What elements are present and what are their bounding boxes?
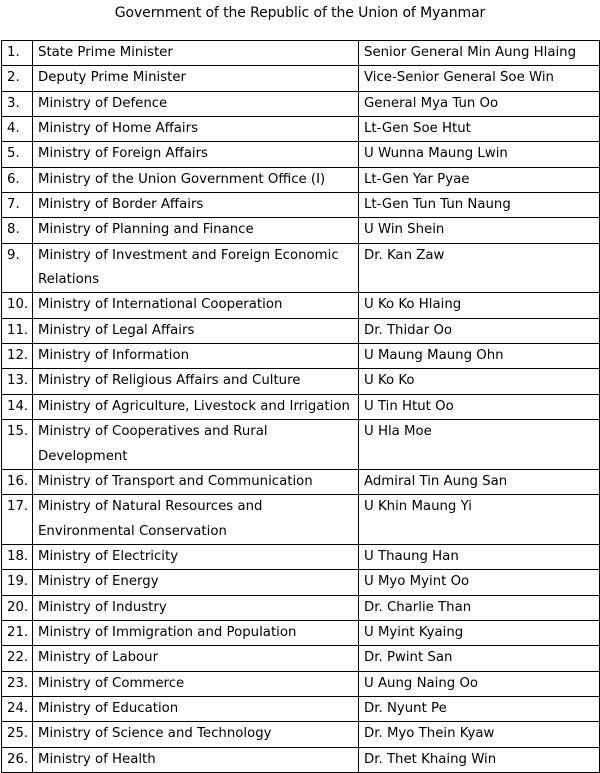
minister-name-cell: General Mya Tun Oo — [359, 91, 600, 116]
minister-name-cell: Dr. Charlie Than — [359, 595, 600, 620]
table-row — [2, 646, 600, 671]
row-number: 8. — [2, 218, 33, 243]
ministry-cell: Ministry of Defence — [33, 91, 359, 116]
minister-name-cell: U Khin Maung Yi — [359, 495, 600, 545]
ministry-cell: Ministry of Investment and Foreign Economic Relations — [33, 243, 359, 293]
table-row — [2, 420, 600, 470]
minister-name-cell: U Maung Maung Ohn — [359, 344, 600, 369]
table-row — [2, 218, 600, 243]
table-row — [2, 595, 600, 620]
minister-name-cell: U Thaung Han — [359, 544, 600, 569]
table-row — [2, 469, 600, 494]
minister-name-cell: Dr. Nyunt Pe — [359, 696, 600, 721]
row-number: 13. — [2, 369, 33, 394]
ministry-cell: Ministry of Commerce — [33, 671, 359, 696]
row-number: 19. — [2, 570, 33, 595]
row-number: 12. — [2, 344, 33, 369]
table-row — [2, 620, 600, 645]
minister-name-cell: U Wunna Maung Lwin — [359, 142, 600, 167]
ministry-cell: Ministry of International Cooperation — [33, 293, 359, 318]
row-number: 23. — [2, 671, 33, 696]
minister-name-cell: Vice-Senior General Soe Win — [359, 66, 600, 91]
table-row — [2, 167, 600, 192]
minister-name-cell: U Tin Htut Oo — [359, 394, 600, 419]
table-row — [2, 369, 600, 394]
row-number: 22. — [2, 646, 33, 671]
row-number: 26. — [2, 747, 33, 772]
table-row — [2, 671, 600, 696]
row-number: 11. — [2, 318, 33, 343]
row-number: 2. — [2, 66, 33, 91]
minister-name-cell: U Win Shein — [359, 218, 600, 243]
document-title: Government of the Republic of the Union of Myanmar — [114, 5, 486, 21]
ministry-cell: Ministry of Immigration and Population — [33, 620, 359, 645]
cabinet-table-body — [2, 41, 600, 773]
row-number: 15. — [2, 420, 33, 470]
table-row — [2, 117, 600, 142]
minister-name-cell: Dr. Thet Khaing Win — [359, 747, 600, 772]
minister-name-cell: Dr. Pwint San — [359, 646, 600, 671]
table-row — [2, 41, 600, 66]
minister-name-cell: U Ko Ko — [359, 369, 600, 394]
minister-name-cell: U Aung Naing Oo — [359, 671, 600, 696]
ministry-cell: Ministry of Education — [33, 696, 359, 721]
minister-name-cell: Dr. Myo Thein Kyaw — [359, 722, 600, 747]
ministry-cell: Ministry of Natural Resources and Environmental Conservation — [33, 495, 359, 545]
table-row — [2, 394, 600, 419]
ministry-cell: Ministry of Transport and Communication — [33, 469, 359, 494]
cabinet-table — [1, 40, 600, 773]
ministry-cell: Ministry of Science and Technology — [33, 722, 359, 747]
table-row — [2, 142, 600, 167]
table-row — [2, 570, 600, 595]
row-number: 21. — [2, 620, 33, 645]
table-row — [2, 193, 600, 218]
ministry-cell: Ministry of Health — [33, 747, 359, 772]
table-row — [2, 722, 600, 747]
ministry-cell: Ministry of Religious Affairs and Culture — [33, 369, 359, 394]
row-number: 6. — [2, 167, 33, 192]
row-number: 24. — [2, 696, 33, 721]
minister-name-cell: Senior General Min Aung Hlaing — [359, 41, 600, 66]
ministry-cell: Ministry of Planning and Finance — [33, 218, 359, 243]
minister-name-cell: Lt-Gen Soe Htut — [359, 117, 600, 142]
ministry-cell: Ministry of Electricity — [33, 544, 359, 569]
table-row — [2, 344, 600, 369]
row-number: 1. — [2, 41, 33, 66]
table-row — [2, 747, 600, 772]
minister-name-cell: Lt-Gen Yar Pyae — [359, 167, 600, 192]
minister-name-cell: U Ko Ko Hlaing — [359, 293, 600, 318]
table-row — [2, 495, 600, 545]
ministry-cell: Ministry of the Union Government Office (I) — [33, 167, 359, 192]
row-number: 16. — [2, 469, 33, 494]
minister-name-cell: U Hla Moe — [359, 420, 600, 470]
minister-name-cell: U Myo Myint Oo — [359, 570, 600, 595]
ministry-cell: Ministry of Border Affairs — [33, 193, 359, 218]
minister-name-cell: Admiral Tin Aung San — [359, 469, 600, 494]
ministry-cell: Deputy Prime Minister — [33, 66, 359, 91]
row-number: 9. — [2, 243, 33, 293]
ministry-cell: Ministry of Industry — [33, 595, 359, 620]
minister-name-cell: Dr. Kan Zaw — [359, 243, 600, 293]
table-row — [2, 91, 600, 116]
ministry-cell: Ministry of Home Affairs — [33, 117, 359, 142]
row-number: 17. — [2, 495, 33, 545]
minister-name-cell: Lt-Gen Tun Tun Naung — [359, 193, 600, 218]
ministry-cell: Ministry of Agriculture, Livestock and Irrigation — [33, 394, 359, 419]
table-row — [2, 318, 600, 343]
row-number: 7. — [2, 193, 33, 218]
ministry-cell: Ministry of Information — [33, 344, 359, 369]
ministry-cell: Ministry of Labour — [33, 646, 359, 671]
ministry-cell: State Prime Minister — [33, 41, 359, 66]
row-number: 3. — [2, 91, 33, 116]
row-number: 25. — [2, 722, 33, 747]
minister-name-cell: U Myint Kyaing — [359, 620, 600, 645]
row-number: 10. — [2, 293, 33, 318]
ministry-cell: Ministry of Legal Affairs — [33, 318, 359, 343]
table-row — [2, 544, 600, 569]
table-row — [2, 66, 600, 91]
table-row — [2, 696, 600, 721]
minister-name-cell: Dr. Thidar Oo — [359, 318, 600, 343]
ministry-cell: Ministry of Energy — [33, 570, 359, 595]
row-number: 5. — [2, 142, 33, 167]
row-number: 20. — [2, 595, 33, 620]
row-number: 18. — [2, 544, 33, 569]
table-row — [2, 293, 600, 318]
row-number: 4. — [2, 117, 33, 142]
ministry-cell: Ministry of Foreign Affairs — [33, 142, 359, 167]
table-row — [2, 243, 600, 293]
ministry-cell: Ministry of Cooperatives and Rural Development — [33, 420, 359, 470]
row-number: 14. — [2, 394, 33, 419]
